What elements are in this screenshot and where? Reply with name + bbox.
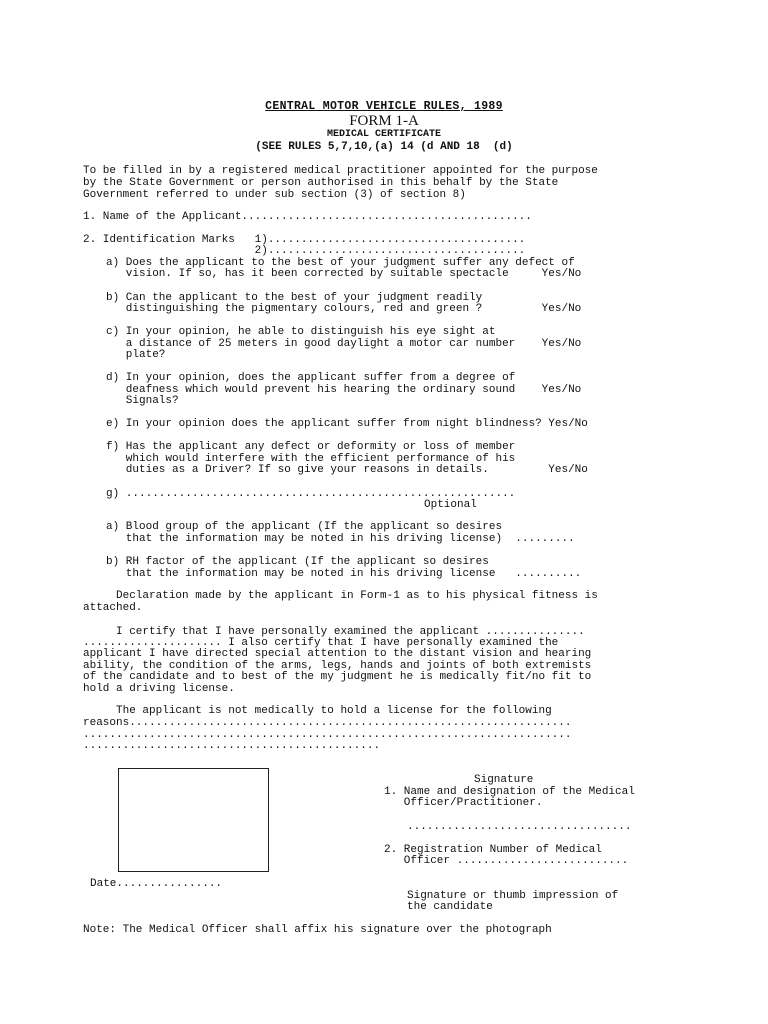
- certification-text: ..................... I also certify that I have personally examined the: [83, 637, 559, 649]
- declaration-text: attached.: [83, 602, 143, 614]
- question-c: c) In your opinion, he able to distinguish his eye sight at: [106, 326, 496, 338]
- certification-text: of the candidate and to best of the my judgment he is medically fit/no fit to: [83, 671, 592, 683]
- question-g: g) ...........................................................: [106, 488, 516, 500]
- question-e: e) In your opinion does the applicant suffer from night blindness? Yes/No: [106, 418, 588, 430]
- blood-group-field: a) Blood group of the applicant (If the applicant so desires: [106, 521, 503, 533]
- form-title: FORM 1-A: [349, 113, 419, 129]
- note-text: Note: The Medical Officer shall affix his signature over the photograph: [83, 924, 552, 936]
- date-field: Date................: [90, 878, 223, 890]
- medical-officer-name-field: 1. Name and designation of the Medical: [384, 786, 635, 798]
- question-a: vision. If so, has it been corrected by suitable spectacle Yes/No: [106, 268, 582, 280]
- candidate-signature-label: the candidate: [407, 901, 493, 913]
- question-c: a distance of 25 meters in good daylight a motor car number Yes/No: [106, 338, 582, 350]
- question-f: which would interfere with the efficient performance of his: [106, 453, 516, 465]
- signature-heading: Signature: [474, 774, 534, 786]
- photograph-box: [118, 768, 269, 872]
- not-fit-reasons: .............................................: [83, 740, 381, 752]
- not-fit-text: The applicant is not medically to hold a license for the following: [83, 705, 552, 717]
- question-b: b) Can the applicant to the best of your judgment readily: [106, 292, 483, 304]
- certificate-title: MEDICAL CERTIFICATE: [326, 129, 442, 140]
- certification-text: I certify that I have personally examined the applicant ...............: [83, 626, 585, 638]
- intro-line: To be filled in by a registered medical practitioner appointed for the purpose: [83, 165, 598, 177]
- certification-text: applicant I have directed special attention to the distant vision and hearing: [83, 648, 592, 660]
- declaration-text: Declaration made by the applicant in Form-1 as to his physical fitness is: [83, 590, 598, 602]
- candidate-signature-label: Signature or thumb impression of: [407, 890, 619, 902]
- rh-factor-field: b) RH factor of the applicant (If the applicant so desires: [106, 556, 489, 568]
- medical-officer-name-dots: ..................................: [407, 821, 632, 833]
- certification-text: hold a driving license.: [83, 683, 235, 695]
- question-d: deafness which would prevent his hearing the ordinary sound Yes/No: [106, 384, 582, 396]
- intro-line: Government referred to under sub section (3) of section 8): [83, 189, 466, 201]
- question-f: f) Has the applicant any defect or deformity or loss of member: [106, 441, 516, 453]
- identification-marks-field: 2. Identification Marks 1).......................................: [83, 234, 526, 246]
- not-fit-reasons: reasons...................................................................: [83, 717, 572, 729]
- rh-factor-field: that the information may be noted in his driving license ..........: [106, 568, 582, 580]
- applicant-name-field: 1. Name of the Applicant............................................: [83, 211, 532, 223]
- question-a: a) Does the applicant to the best of your judgment suffer any defect of: [106, 257, 575, 269]
- blood-group-field: that the information may be noted in his driving license) .........: [106, 533, 575, 545]
- intro-line: by the State Government or person authorised in this behalf by the State: [83, 177, 559, 189]
- question-c: plate?: [106, 349, 166, 361]
- medical-officer-name-field: Officer/Practitioner.: [384, 797, 543, 809]
- registration-number-field: 2. Registration Number of Medical: [384, 844, 602, 856]
- certification-text: ability, the condition of the arms, legs, hands and joints of both extremists: [83, 660, 592, 672]
- identification-marks-field: 2).......................................: [83, 245, 526, 257]
- not-fit-reasons: ..........................................................................: [83, 729, 572, 741]
- optional-label: Optional: [424, 499, 477, 511]
- registration-number-field: Officer ..........................: [384, 855, 629, 867]
- question-b: distinguishing the pigmentary colours, red and green ? Yes/No: [106, 303, 582, 315]
- question-d: d) In your opinion, does the applicant suffer from a degree of: [106, 372, 516, 384]
- rules-title: CENTRAL MOTOR VEHICLE RULES, 1989: [265, 100, 503, 113]
- question-f: duties as a Driver? If so give your reasons in details. Yes/No: [106, 464, 588, 476]
- question-d: Signals?: [106, 395, 179, 407]
- rules-reference: (SEE RULES 5,7,10,(a) 14 (d AND 18 (d): [255, 141, 513, 153]
